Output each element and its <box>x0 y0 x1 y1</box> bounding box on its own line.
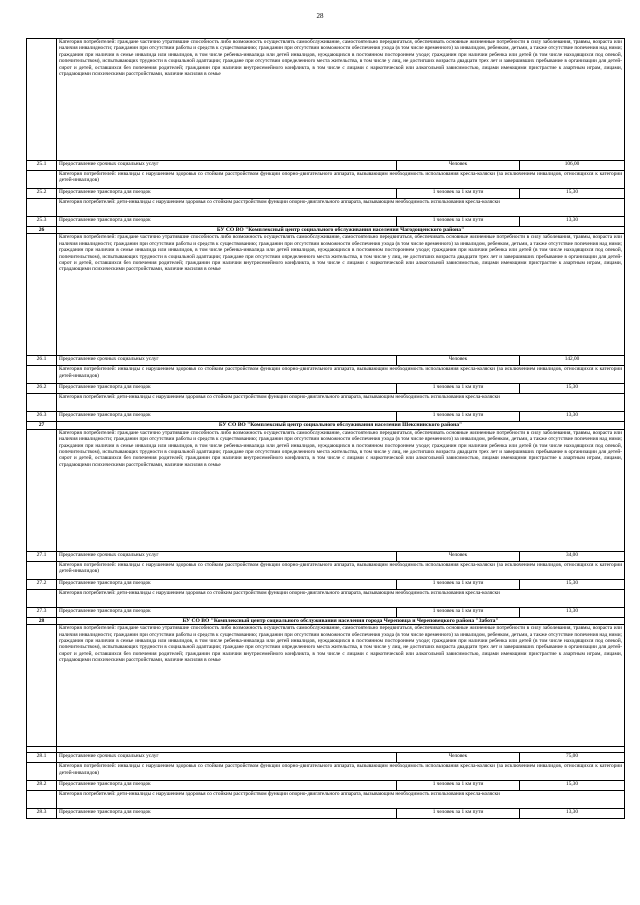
table-row <box>27 394 625 412</box>
table-row <box>27 234 625 356</box>
consumer-category: Категория потребителей: инвалиды с нарушением здоровья со стойким расстройством функции опорно-двигательного аппарата, вызывающим необходимость использования кресла-коляски (за исключением инвалидов, относящихся к категории детей-инвалидов) <box>57 763 625 781</box>
tariff-value: 34,00 <box>520 551 625 561</box>
service-name: Предоставление срочных социальных услуг <box>57 753 397 763</box>
consumer-category: Категория потребителей: граждане частично утратившие способность либо возможность осуществлять самообслуживание, самостоятельно передвигаться, обеспечивать основные жизненные потребности в силу заболевания, травмы, возраста или наличия инвалидности; гражданин при отсутствии работы и средств к существованию; гражданин при отсутствии возможности обеспечения ухода (в том числе временного) за инвалидом, ребенком, детьми, а также отсутствие попечения над ними; гражданин при наличии в семье инвалида или инвалидов, в том числе ребенка-инвалида или детей инвалидов, нуждающихся в постоянном постороннем уходе; гражданин при наличии ребенка или детей (в том числе находящихся под опекой, попечительством), испытывающих трудности в социальной адаптации; граждане при отсутствии определенного места жительства, в том числе у лиц, не достигших возраста двадцати трех лет и завершивших пребывание в организации для детей-сирот и детей, оставшихся без попечения родителей; гражданин при наличии внутрисемейного конфликта, в том числе с лицами с наркотической или алкогольной зависимостью, лицами имеющими пристрастие к азартным играм, лицами, страдающими психическими расстройствами, наличие насилия в семье <box>57 429 625 551</box>
row-number: 28.3 <box>27 809 57 819</box>
row-number <box>27 429 57 551</box>
service-name: Предоставление транспорта для поездок <box>57 412 397 422</box>
service-name: Предоставление срочных социальных услуг <box>57 356 397 366</box>
row-number: 27.3 <box>27 607 57 617</box>
row-number <box>27 791 57 809</box>
row-number <box>27 625 57 747</box>
row-number: 28.1 <box>27 753 57 763</box>
tariff-table <box>26 38 625 819</box>
organization-name: БУ СО ВО "Комплексный центр социального обслуживания населения Чагодощенского района" <box>57 227 625 234</box>
row-number: 26 <box>27 227 57 234</box>
table-row <box>27 561 625 579</box>
row-number: 27.2 <box>27 579 57 589</box>
service-name: Предоставление срочных социальных услуг <box>57 551 397 561</box>
table-row <box>27 791 625 809</box>
organization-row <box>27 227 625 234</box>
row-number <box>27 199 57 217</box>
organization-name: БУ СО ВО "Комплексный центр социального обслуживания населения Шекснинского района" <box>57 422 625 429</box>
unit: 1 человек за 1 км пути <box>397 384 520 394</box>
unit: Человек <box>397 551 520 561</box>
tariff-value: 13,30 <box>520 412 625 422</box>
tariff-value: 15,30 <box>520 579 625 589</box>
table-row <box>27 579 625 589</box>
tariff-value: 15,30 <box>520 384 625 394</box>
row-number: 26.1 <box>27 356 57 366</box>
consumer-category: Категория потребителей: инвалиды с нарушением здоровья со стойким расстройством функции опорно-двигательного аппарата, вызывающим необходимость использования кресла-коляски (за исключением инвалидов, относящихся к категории детей-инвалидов) <box>57 366 625 384</box>
tariff-value: 106,00 <box>520 161 625 171</box>
tariff-value: 142,00 <box>520 356 625 366</box>
unit: 1 человек за 1 км пути <box>397 809 520 819</box>
table-row <box>27 589 625 607</box>
table-row <box>27 625 625 747</box>
consumer-category: Категория потребителей: инвалиды с нарушением здоровья со стойким расстройством функции опорно-двигательного аппарата, вызывающим необходимость использования кресла-коляски (за исключением инвалидов, относящихся к категории детей-инвалидов) <box>57 171 625 189</box>
table-row <box>27 161 625 171</box>
unit: 1 человек за 1 км пути <box>397 579 520 589</box>
organization-row <box>27 422 625 429</box>
organization-name: БУ СО ВО "Комплексный центр социального обслуживания населения города Череповца и Череповецкого района "Забота" <box>57 617 625 624</box>
unit: 1 человек за 1 км пути <box>397 189 520 199</box>
table-row <box>27 366 625 384</box>
service-name: Предоставление транспорта для поездок <box>57 384 397 394</box>
consumer-category: Категория потребителей: инвалиды с нарушением здоровья со стойким расстройством функции опорно-двигательного аппарата, вызывающим необходимость использования кресла-коляски (за исключением инвалидов, относящихся к категории детей-инвалидов) <box>57 561 625 579</box>
service-name: Предоставление транспорта для поездок <box>57 579 397 589</box>
tariff-value: 75,00 <box>520 753 625 763</box>
unit: 1 человек за 1 км пути <box>397 412 520 422</box>
row-number: 25.1 <box>27 161 57 171</box>
tariff-value: 13,30 <box>520 217 625 227</box>
tariff-value: 15,30 <box>520 189 625 199</box>
service-name: Предоставление транспорта для поездок <box>57 217 397 227</box>
consumer-category: Категория потребителей: дети-инвалиды с нарушением здоровья со стойким расстройством функции опорно-двигательного аппарата, вызывающим необходимость использования кресла-коляски <box>57 589 625 607</box>
row-number: 28.2 <box>27 781 57 791</box>
row-number <box>27 561 57 579</box>
consumer-category: Категория потребителей: дети-инвалиды с нарушением здоровья со стойким расстройством функции опорно-двигательного аппарата, вызывающим необходимость использования кресла-коляски <box>57 199 625 217</box>
table-row <box>27 384 625 394</box>
row-number <box>27 171 57 189</box>
row-number <box>27 763 57 781</box>
tariff-value: 13,30 <box>520 809 625 819</box>
table-row <box>27 781 625 791</box>
consumer-category: Категория потребителей: дети-инвалиды с нарушением здоровья со стойким расстройством функции опорно-двигательного аппарата, вызывающим необходимость использования кресла-коляски <box>57 394 625 412</box>
tariff-table-container <box>26 38 624 819</box>
consumer-category: Категория потребителей: дети-инвалиды с нарушением здоровья со стойким расстройством функции опорно-двигательного аппарата, вызывающим необходимость использования кресла-коляски <box>57 791 625 809</box>
table-row <box>27 39 625 161</box>
unit: Человек <box>397 161 520 171</box>
consumer-category: Категория потребителей: граждане частично утратившие способность либо возможность осуществлять самообслуживание, самостоятельно передвигаться, обеспечивать основные жизненные потребности в силу заболевания, травмы, возраста или наличия инвалидности; гражданин при отсутствии работы и средств к существованию; гражданин при отсутствии возможности обеспечения ухода (в том числе временного) за инвалидом, ребенком, детьми, а также отсутствие попечения над ними; гражданин при наличии в семье инвалида или инвалидов, в том числе ребенка-инвалида или детей инвалидов, нуждающихся в постоянном постороннем уходе; гражданин при наличии ребенка или детей (в том числе находящихся под опекой, попечительством), испытывающих трудности в социальной адаптации; граждане при отсутствии определенного места жительства, в том числе у лиц, не достигших возраста двадцати трех лет и завершивших пребывание в организации для детей-сирот и детей, оставшихся без попечения родителей; гражданин при наличии внутрисемейного конфликта, в том числе с лицами с наркотической или алкогольной зависимостью, лицами имеющими пристрастие к азартным играм, лицами, страдающими психическими расстройствами, наличие насилия в семье <box>57 39 625 161</box>
tariff-value: 13,30 <box>520 607 625 617</box>
unit: 1 человек за 1 км пути <box>397 607 520 617</box>
table-row <box>27 199 625 217</box>
row-number: 27.1 <box>27 551 57 561</box>
page-number: 28 <box>316 12 324 20</box>
table-row <box>27 763 625 781</box>
unit: Человек <box>397 356 520 366</box>
table-row <box>27 607 625 617</box>
consumer-category: Категория потребителей: граждане частично утратившие способность либо возможность осуществлять самообслуживание, самостоятельно передвигаться, обеспечивать основные жизненные потребности в силу заболевания, травмы, возраста или наличия инвалидности; гражданин при отсутствии работы и средств к существованию; гражданин при отсутствии возможности обеспечения ухода (в том числе временного) за инвалидом, ребенком, детьми, а также отсутствие попечения над ними; гражданин при наличии в семье инвалида или инвалидов, в том числе ребенка-инвалида или детей инвалидов, нуждающихся в постоянном постороннем уходе; гражданин при наличии ребенка или детей (в том числе находящихся под опекой, попечительством), испытывающих трудности в социальной адаптации; граждане при отсутствии определенного места жительства, в том числе у лиц, не достигших возраста двадцати трех лет и завершивших пребывание в организации для детей-сирот и детей, оставшихся без попечения родителей; гражданин при наличии внутрисемейного конфликта, в том числе с лицами с наркотической или алкогольной зависимостью, лицами имеющими пристрастие к азартным играм, лицами, страдающими психическими расстройствами, наличие насилия в семье <box>57 625 625 747</box>
table-row <box>27 217 625 227</box>
organization-row <box>27 617 625 624</box>
row-number: 25.3 <box>27 217 57 227</box>
table-row <box>27 429 625 551</box>
table-row <box>27 809 625 819</box>
table-row <box>27 171 625 189</box>
row-number <box>27 366 57 384</box>
service-name: Предоставление транспорта для поездок <box>57 809 397 819</box>
tariff-value: 15,30 <box>520 781 625 791</box>
unit: 1 человек за 1 км пути <box>397 781 520 791</box>
unit: Человек <box>397 753 520 763</box>
table-row <box>27 753 625 763</box>
table-row <box>27 412 625 422</box>
row-number <box>27 234 57 356</box>
row-number: 25.2 <box>27 189 57 199</box>
row-number <box>27 39 57 161</box>
consumer-category: Категория потребителей: граждане частично утратившие способность либо возможность осуществлять самообслуживание, самостоятельно передвигаться, обеспечивать основные жизненные потребности в силу заболевания, травмы, возраста или наличия инвалидности; гражданин при отсутствии работы и средств к существованию; гражданин при отсутствии возможности обеспечения ухода (в том числе временного) за инвалидом, ребенком, детьми, а также отсутствие попечения над ними; гражданин при наличии в семье инвалида или инвалидов, в том числе ребенка-инвалида или детей инвалидов, нуждающихся в постоянном постороннем уходе; гражданин при наличии ребенка или детей (в том числе находящихся под опекой, попечительством), испытывающих трудности в социальной адаптации; граждане при отсутствии определенного места жительства, в том числе у лиц, не достигших возраста двадцати трех лет и завершивших пребывание в организации для детей-сирот и детей, оставшихся без попечения родителей; гражданин при наличии внутрисемейного конфликта, в том числе с лицами с наркотической или алкогольной зависимостью, лицами имеющими пристрастие к азартным играм, лицами, страдающими психическими расстройствами, наличие насилия в семье <box>57 234 625 356</box>
unit: 1 человек за 1 км пути <box>397 217 520 227</box>
row-number: 26.2 <box>27 384 57 394</box>
table-row <box>27 356 625 366</box>
service-name: Предоставление транспорта для поездок <box>57 781 397 791</box>
service-name: Предоставление транспорта для поездок <box>57 607 397 617</box>
service-name: Предоставление транспорта для поездок <box>57 189 397 199</box>
table-row <box>27 189 625 199</box>
row-number: 26.3 <box>27 412 57 422</box>
table-row <box>27 551 625 561</box>
row-number: 27 <box>27 422 57 429</box>
row-number <box>27 394 57 412</box>
service-name: Предоставление срочных социальных услуг <box>57 161 397 171</box>
row-number: 28 <box>27 617 57 624</box>
row-number <box>27 589 57 607</box>
